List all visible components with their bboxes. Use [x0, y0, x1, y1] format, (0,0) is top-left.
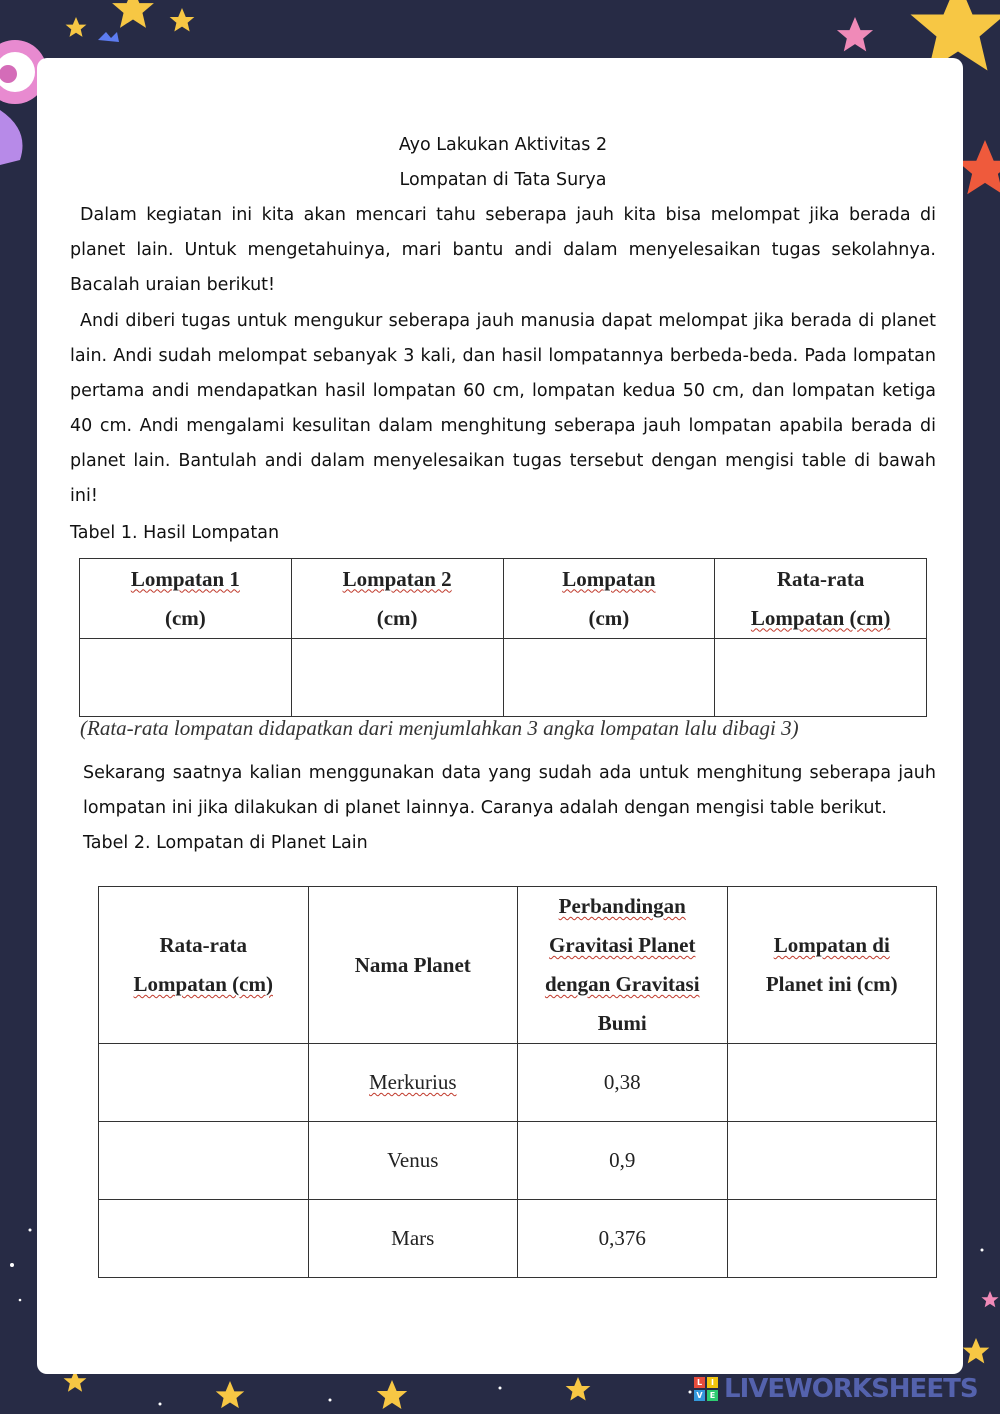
header-text: dengan Gravitasi: [544, 972, 700, 996]
table1-header: [503, 559, 715, 639]
logo-letter: L: [694, 1377, 705, 1388]
logo-text: LIVEWORKSHEETS: [724, 1374, 978, 1404]
jump3-answer-cell[interactable]: [503, 639, 715, 717]
planet-name: Mars: [308, 1200, 518, 1278]
average-input-cell[interactable]: [99, 1122, 309, 1200]
average-input-cell[interactable]: [99, 1200, 309, 1278]
gravity-ratio: 0,376: [518, 1200, 728, 1278]
header-text: Lompatan di: [773, 933, 890, 957]
header-text: Perbandingan: [558, 894, 686, 918]
result-input-cell[interactable]: [727, 1122, 937, 1200]
table2-header-average: [99, 887, 309, 1044]
table-row: [99, 1200, 937, 1278]
activity-subtitle: Lompatan di Tata Surya: [399, 170, 607, 190]
planet-jump-table: [98, 886, 937, 1278]
average-input-cell[interactable]: [99, 1044, 309, 1122]
header-text: Lompatan (cm): [133, 972, 273, 996]
table1-header-unit: (cm): [164, 605, 206, 630]
planet-name: Merkurius: [369, 1070, 457, 1094]
header-text: Bumi: [597, 1011, 647, 1035]
table1-header-unit: (cm): [588, 605, 630, 630]
planet-name: Venus: [308, 1122, 518, 1200]
star-icon: [377, 1380, 407, 1409]
header-text: Gravitasi Planet: [549, 933, 696, 957]
star-icon: [66, 17, 87, 37]
liveworksheets-logo: [694, 1376, 978, 1402]
star-icon: [112, 0, 154, 28]
table1-note: (Rata-rata lompatan didapatkan dari menjumlahkan 3 angka lompatan lalu dibagi 3): [80, 716, 799, 740]
intro-paragraph: Dalam kegiatan ini kita akan mencari tahu seberapa jauh kita bisa melompat jika berada di planet lain. Untuk mengetahuinya, mari bantu andi dalam menyelesaikan tugas sekolahnya. Bacalah uraian berikut!: [70, 205, 936, 295]
star-icon: [216, 1381, 245, 1408]
table1-header-word: Rata-rata: [776, 566, 865, 591]
table-row: [99, 1044, 937, 1122]
star-icon: [963, 1338, 990, 1363]
star-icon: [566, 1377, 591, 1401]
header-text: Rata-rata: [159, 933, 247, 957]
gravity-ratio: 0,38: [518, 1044, 728, 1122]
logo-letter: E: [707, 1390, 718, 1401]
table1-header-word: Lompatan: [562, 566, 656, 591]
logo-letter: I: [707, 1377, 718, 1388]
table1-header-unit: (cm): [376, 605, 418, 630]
table-row: [99, 1122, 937, 1200]
table1-header: [291, 559, 503, 639]
story-paragraph: Andi diberi tugas untuk mengukur seberapa jauh manusia dapat melompat jika berada di planet lain. Andi sudah melompat sebanyak 3 kali, dan hasil lompatannya berbeda-beda. Pada lompatan pertama andi mendapatkan hasil lompatan 60 cm, lompatan kedua 50 cm, dan lompatan ketiga 40 cm. Andi mengalami kesulitan dalam menghitung seberapa jauh lompatan apabila berada di planet lain. Bantulah andi dalam menyelesaikan tugas tersebut dengan mengisi table di bawah ini!: [70, 311, 936, 506]
logo-letter: V: [694, 1390, 705, 1401]
table1-header: [80, 559, 292, 639]
table2-header-gravity: [518, 887, 728, 1044]
result-input-cell[interactable]: [727, 1200, 937, 1278]
transition-paragraph: Sekarang saatnya kalian menggunakan data yang sudah ada untuk menghitung seberapa jauh lompatan ini jika dilakukan di planet lainnya. Caranya adalah dengan mengisi table berikut.: [83, 763, 936, 818]
header-text: Nama Planet: [354, 952, 471, 977]
table1-header-word: Lompatan 1: [130, 566, 240, 591]
star-icon: [957, 140, 1000, 194]
star-icon: [170, 8, 195, 32]
gravity-ratio: 0,9: [518, 1122, 728, 1200]
table1-header-unit: Lompatan (cm): [750, 605, 891, 630]
result-input-cell[interactable]: [727, 1044, 937, 1122]
activity-title: Ayo Lakukan Aktivitas 2: [398, 135, 608, 155]
header-text: Planet ini (cm): [765, 972, 898, 996]
star-icon: [837, 17, 873, 51]
logo-grid-icon: [694, 1377, 718, 1401]
jump2-answer-cell[interactable]: [291, 639, 503, 717]
table2-header-result: [727, 887, 937, 1044]
star-icon: [981, 1291, 998, 1307]
average-answer-cell[interactable]: [715, 639, 927, 717]
table2-caption: Tabel 2. Lompatan di Planet Lain: [83, 833, 368, 853]
jump1-answer-cell[interactable]: [80, 639, 292, 717]
table1-header-word: Lompatan 2: [342, 566, 452, 591]
jump-results-table: [79, 558, 927, 717]
table1-header: [715, 559, 927, 639]
table1-caption: Tabel 1. Hasil Lompatan: [70, 523, 280, 543]
table2-header-planet: [308, 887, 518, 1044]
